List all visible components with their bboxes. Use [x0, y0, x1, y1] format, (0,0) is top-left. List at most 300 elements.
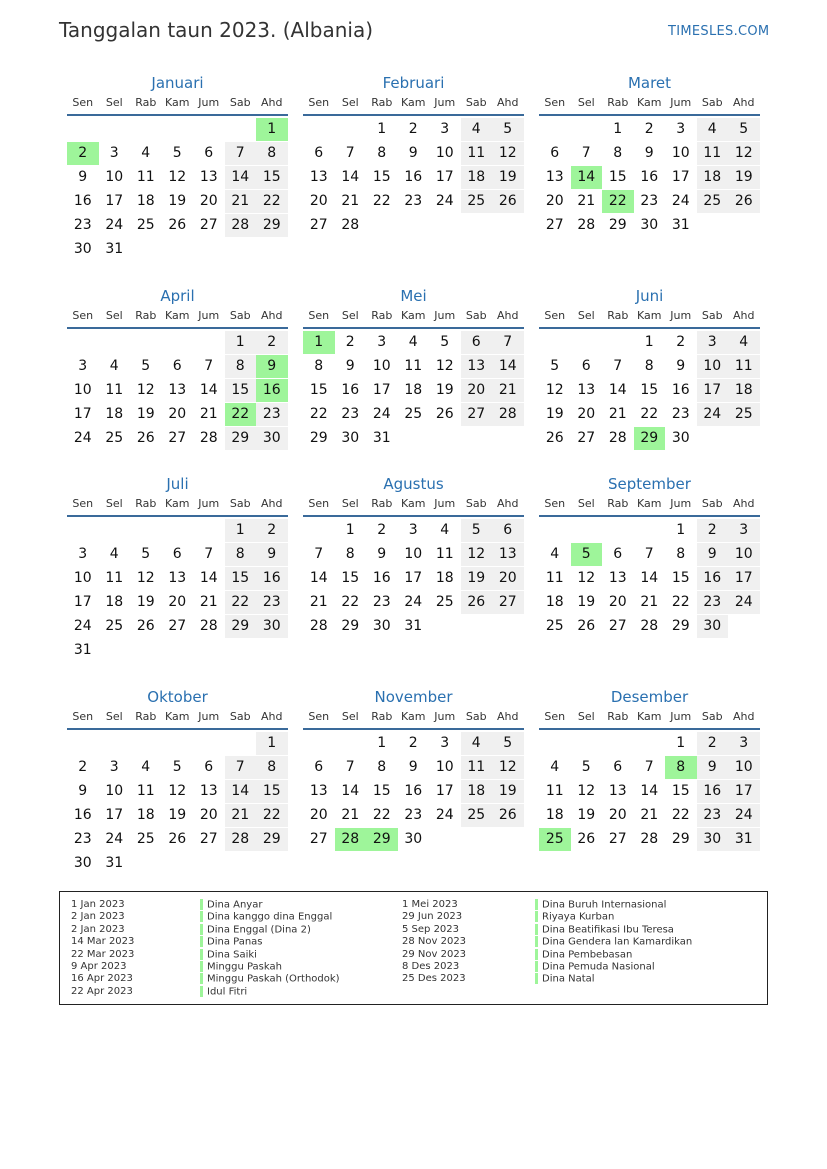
- holiday-marker: [535, 973, 538, 984]
- day-cell: 11: [435, 546, 454, 562]
- day-cell: 2: [697, 519, 729, 542]
- day-cell: 9: [676, 358, 686, 374]
- weekday-label: Rab: [135, 497, 157, 510]
- day-cell: 2: [644, 121, 654, 137]
- day-cell: 10: [671, 145, 690, 161]
- day-cell: 25: [105, 618, 124, 634]
- day-cell: 13: [199, 783, 218, 799]
- legend-entry: [200, 936, 340, 948]
- weekday-label: Sel: [341, 309, 359, 322]
- holiday-marker: [200, 961, 203, 972]
- day-cell: 13: [608, 783, 627, 799]
- site-link[interactable]: TIMESLES.COM: [668, 24, 770, 39]
- day-cell: 26: [577, 831, 596, 847]
- weekday-label: Kam: [637, 710, 662, 723]
- day-cell: 12: [136, 382, 155, 398]
- day-cell: 25: [136, 831, 155, 847]
- day-cell: 30: [341, 430, 360, 446]
- day-cell: 10: [105, 783, 124, 799]
- weekday-label: Sen: [544, 96, 566, 109]
- weekday-label: Sen: [308, 710, 330, 723]
- day-cell: 15: [256, 780, 288, 803]
- day-cell: 11: [728, 355, 760, 378]
- day-cell: 8: [676, 546, 686, 562]
- day-cell: 18: [545, 594, 564, 610]
- day-cell: 17: [73, 406, 92, 422]
- day-cell: 14: [341, 783, 360, 799]
- weekday-label: Jum: [198, 710, 220, 723]
- weekday-header: [67, 497, 288, 513]
- day-cell: 13: [545, 169, 564, 185]
- day-cell: 24: [372, 406, 391, 422]
- day-cell: 6: [314, 759, 324, 775]
- day-cell: 30: [73, 241, 92, 257]
- day-cell: 27: [168, 430, 187, 446]
- day-cell: 9: [697, 543, 729, 566]
- legend-date: 1 Jan 2023: [71, 899, 125, 910]
- day-cell: 16: [671, 382, 690, 398]
- weekday-label: Ahd: [261, 309, 283, 322]
- day-cell: 6: [172, 546, 182, 562]
- weekday-label: Sen: [544, 497, 566, 510]
- legend-date: 1 Mei 2023: [402, 899, 458, 910]
- day-cell: 1: [676, 735, 686, 751]
- weekday-label: Kam: [401, 497, 426, 510]
- day-cell: 17: [372, 382, 391, 398]
- day-cell: 23: [640, 193, 659, 209]
- weekday-label: Ahd: [497, 497, 519, 510]
- weekday-label: Sab: [465, 497, 487, 510]
- day-cell: 5: [581, 759, 591, 775]
- day-cell: 2: [377, 522, 387, 538]
- day-cell: 5: [461, 519, 493, 542]
- day-cell: 5: [728, 118, 760, 141]
- legend-date: 29 Jun 2023: [402, 911, 463, 923]
- day-cell: 11: [105, 382, 124, 398]
- legend-date: 29 Nov 2023: [402, 948, 467, 960]
- header-divider: [539, 515, 760, 517]
- weekday-label: Jum: [670, 96, 692, 109]
- month-mei: [303, 287, 524, 477]
- day-cell: 7: [345, 759, 355, 775]
- month-name: Juli: [166, 475, 189, 493]
- day-cell: 14: [309, 570, 328, 586]
- day-cell: 24: [73, 618, 92, 634]
- day-cell: 15: [640, 382, 659, 398]
- day-cell: 21: [341, 807, 360, 823]
- day-cell: 21: [199, 406, 218, 422]
- day-cell: 11: [461, 756, 493, 779]
- day-cell: 9: [345, 358, 355, 374]
- day-cell: 20: [199, 807, 218, 823]
- day-cell: 13: [309, 169, 328, 185]
- day-cell: 7: [644, 546, 654, 562]
- day-cell: 30: [697, 615, 729, 638]
- holiday-legend: [59, 891, 768, 1005]
- weekday-label: Sel: [577, 96, 595, 109]
- legend-entry: [200, 949, 340, 961]
- day-cell: 24: [105, 831, 124, 847]
- day-cell: 18: [697, 166, 729, 189]
- day-cell: 29: [671, 618, 690, 634]
- weekday-label: Sen: [72, 96, 94, 109]
- legend-entry: [200, 986, 340, 998]
- day-cell: 23: [404, 807, 423, 823]
- weekday-label: Sel: [341, 710, 359, 723]
- day-cell: 25: [105, 430, 124, 446]
- holiday-day-cell: 28: [335, 828, 367, 851]
- day-cell: 30: [697, 828, 729, 851]
- day-cell: 25: [136, 217, 155, 233]
- day-cell: 7: [345, 145, 355, 161]
- day-cell: 31: [372, 430, 391, 446]
- day-cell: 4: [141, 759, 151, 775]
- day-cell: 18: [105, 594, 124, 610]
- header-divider: [67, 114, 288, 116]
- holiday-marker: [200, 911, 203, 922]
- day-cell: 5: [172, 145, 182, 161]
- weekday-label: Ahd: [261, 96, 283, 109]
- day-cell: 4: [109, 358, 119, 374]
- weekday-label: Jum: [198, 309, 220, 322]
- day-cell: 6: [550, 145, 560, 161]
- day-cell: 29: [256, 214, 288, 237]
- day-cell: 14: [341, 169, 360, 185]
- day-cell: 22: [309, 406, 328, 422]
- holiday-marker: [535, 899, 538, 910]
- day-cell: 23: [256, 591, 288, 614]
- legend-holiday-name: Dina kanggo dina Enggal: [207, 911, 333, 923]
- day-cell: 28: [309, 618, 328, 634]
- day-cell: 7: [613, 358, 623, 374]
- day-cell: 6: [314, 145, 324, 161]
- legend-left-dates: [71, 899, 134, 998]
- weekday-header: [539, 497, 760, 513]
- day-cell: 7: [581, 145, 591, 161]
- weekday-label: Rab: [607, 309, 629, 322]
- legend-holiday-name: Dina Saiki: [207, 949, 257, 961]
- weekday-label: Sen: [544, 710, 566, 723]
- day-cell: 23: [341, 406, 360, 422]
- day-cell: 30: [404, 831, 423, 847]
- month-maret: [539, 74, 760, 264]
- day-cell: 7: [225, 142, 257, 165]
- holiday-marker: [200, 973, 203, 984]
- day-cell: 30: [372, 618, 391, 634]
- weekday-label: Ahd: [497, 710, 519, 723]
- weekday-label: Sab: [229, 96, 251, 109]
- holiday-marker: [535, 936, 538, 947]
- day-cell: 5: [492, 732, 524, 755]
- header-divider: [67, 515, 288, 517]
- month-name: Desember: [610, 688, 689, 706]
- day-cell: 4: [550, 759, 560, 775]
- day-cell: 23: [697, 804, 729, 827]
- day-cell: 7: [492, 331, 524, 354]
- day-cell: 30: [73, 855, 92, 871]
- day-cell: 16: [404, 783, 423, 799]
- holiday-day-cell: 2: [67, 142, 99, 165]
- day-cell: 27: [309, 217, 328, 233]
- day-cell: 9: [256, 543, 288, 566]
- day-cell: 24: [435, 193, 454, 209]
- day-cell: 16: [697, 780, 729, 803]
- day-cell: 30: [671, 430, 690, 446]
- day-cell: 18: [461, 780, 493, 803]
- weekday-label: Sen: [72, 309, 94, 322]
- day-cell: 15: [372, 783, 391, 799]
- legend-holiday-name: Idul Fitri: [207, 986, 248, 998]
- day-cell: 21: [199, 594, 218, 610]
- day-cell: 5: [141, 358, 151, 374]
- legend-holiday-name: Dina Pembebasan: [542, 949, 633, 961]
- day-cell: 18: [136, 807, 155, 823]
- day-cell: 5: [440, 334, 450, 350]
- day-cell: 28: [608, 430, 627, 446]
- weekday-label: Jum: [198, 497, 220, 510]
- day-cell: 19: [492, 780, 524, 803]
- weekday-header: [67, 309, 288, 325]
- day-cell: 27: [461, 403, 493, 426]
- day-cell: 28: [492, 403, 524, 426]
- weekday-label: Sel: [341, 96, 359, 109]
- day-cell: 17: [435, 783, 454, 799]
- day-cell: 7: [644, 759, 654, 775]
- day-cell: 24: [671, 193, 690, 209]
- day-cell: 16: [73, 193, 92, 209]
- day-cell: 21: [640, 807, 659, 823]
- legend-holiday-name: Riyaya Kurban: [542, 911, 615, 923]
- header-divider: [303, 728, 524, 730]
- day-cell: 15: [671, 570, 690, 586]
- day-cell: 1: [377, 121, 387, 137]
- legend-date: 16 Apr 2023: [71, 973, 133, 985]
- day-cell: 10: [404, 546, 423, 562]
- weekday-label: Sel: [577, 710, 595, 723]
- day-cell: 1: [225, 331, 257, 354]
- legend-date: 9 Apr 2023: [71, 960, 127, 972]
- day-cell: 3: [440, 121, 450, 137]
- day-cell: 19: [168, 807, 187, 823]
- day-cell: 2: [408, 735, 418, 751]
- day-cell: 11: [545, 783, 564, 799]
- weekday-label: Ahd: [733, 309, 755, 322]
- weekday-label: Sab: [465, 710, 487, 723]
- holiday-day-cell: 16: [256, 379, 288, 402]
- day-cell: 29: [341, 618, 360, 634]
- month-januari: [67, 74, 288, 264]
- day-cell: 30: [256, 427, 288, 450]
- legend-entry: [200, 899, 340, 911]
- day-cell: 17: [404, 570, 423, 586]
- day-cell: 17: [697, 379, 729, 402]
- weekday-header: [539, 96, 760, 112]
- day-cell: 25: [461, 190, 493, 213]
- weekday-label: Jum: [434, 710, 456, 723]
- day-cell: 12: [168, 783, 187, 799]
- day-cell: 17: [728, 780, 760, 803]
- weekday-label: Rab: [607, 497, 629, 510]
- weekday-label: Sab: [229, 497, 251, 510]
- holiday-day-cell: 22: [602, 190, 634, 213]
- weekday-label: Kam: [165, 710, 190, 723]
- weekday-label: Sab: [465, 96, 487, 109]
- weekday-label: Kam: [637, 497, 662, 510]
- legend-right-dates: [402, 899, 466, 986]
- day-cell: 14: [225, 780, 257, 803]
- header-divider: [539, 114, 760, 116]
- weekday-label: Kam: [401, 96, 426, 109]
- legend-entry: [535, 924, 692, 936]
- weekday-label: Ahd: [497, 309, 519, 322]
- legend-holiday-name: Minggu Paskah (Orthodok): [207, 973, 340, 985]
- legend-date: 2 Jan 2023: [71, 923, 125, 935]
- month-name: Juni: [635, 287, 664, 305]
- month-name: November: [374, 688, 453, 706]
- legend-date: 5 Sep 2023: [402, 923, 460, 935]
- day-cell: 24: [697, 403, 729, 426]
- weekday-label: Kam: [637, 96, 662, 109]
- day-cell: 27: [492, 591, 524, 614]
- day-cell: 27: [545, 217, 564, 233]
- weekday-label: Sen: [544, 309, 566, 322]
- weekday-label: Ahd: [261, 497, 283, 510]
- day-cell: 27: [168, 618, 187, 634]
- day-cell: 1: [256, 732, 288, 755]
- day-cell: 6: [461, 331, 493, 354]
- day-cell: 27: [199, 217, 218, 233]
- day-cell: 14: [640, 783, 659, 799]
- weekday-label: Sel: [105, 96, 123, 109]
- holiday-marker: [535, 911, 538, 922]
- day-cell: 15: [671, 783, 690, 799]
- day-cell: 5: [141, 546, 151, 562]
- day-cell: 25: [697, 190, 729, 213]
- day-cell: 1: [225, 519, 257, 542]
- day-cell: 13: [461, 355, 493, 378]
- weekday-label: Jum: [434, 309, 456, 322]
- day-cell: 16: [372, 570, 391, 586]
- day-cell: 25: [728, 403, 760, 426]
- day-cell: 26: [461, 591, 493, 614]
- day-cell: 14: [608, 382, 627, 398]
- day-cell: 9: [377, 546, 387, 562]
- weekday-header: [67, 710, 288, 726]
- day-cell: 10: [728, 543, 760, 566]
- day-cell: 10: [697, 355, 729, 378]
- weekday-label: Sab: [701, 497, 723, 510]
- day-cell: 16: [697, 567, 729, 590]
- day-cell: 11: [545, 570, 564, 586]
- day-cell: 28: [199, 618, 218, 634]
- weekday-label: Jum: [198, 96, 220, 109]
- day-cell: 21: [608, 406, 627, 422]
- holiday-day-cell: 5: [571, 543, 603, 566]
- day-cell: 22: [372, 807, 391, 823]
- day-cell: 4: [550, 546, 560, 562]
- weekday-header: [303, 497, 524, 513]
- weekday-label: Sel: [105, 710, 123, 723]
- day-cell: 27: [309, 831, 328, 847]
- day-cell: 13: [577, 382, 596, 398]
- day-cell: 1: [676, 522, 686, 538]
- weekday-label: Kam: [165, 309, 190, 322]
- month-oktober: [67, 688, 288, 878]
- day-cell: 18: [461, 166, 493, 189]
- holiday-day-cell: 1: [256, 118, 288, 141]
- day-cell: 14: [199, 570, 218, 586]
- day-cell: 3: [676, 121, 686, 137]
- legend-entry: [535, 911, 692, 923]
- day-cell: 11: [697, 142, 729, 165]
- month-name: Agustus: [383, 475, 444, 493]
- day-cell: 26: [577, 618, 596, 634]
- day-cell: 15: [256, 166, 288, 189]
- weekday-label: Rab: [371, 497, 393, 510]
- day-cell: 3: [78, 546, 88, 562]
- day-cell: 24: [105, 217, 124, 233]
- weekday-label: Jum: [670, 710, 692, 723]
- day-cell: 18: [136, 193, 155, 209]
- day-cell: 8: [377, 145, 387, 161]
- weekday-label: Sen: [308, 309, 330, 322]
- day-cell: 25: [461, 804, 493, 827]
- day-cell: 29: [608, 217, 627, 233]
- legend-date: 2 Jan 2023: [71, 911, 125, 923]
- weekday-header: [303, 309, 524, 325]
- month-name: April: [160, 287, 195, 305]
- day-cell: 11: [105, 570, 124, 586]
- day-cell: 4: [461, 118, 493, 141]
- day-cell: 22: [671, 594, 690, 610]
- holiday-day-cell: 22: [225, 403, 257, 426]
- day-cell: 26: [435, 406, 454, 422]
- day-cell: 23: [404, 193, 423, 209]
- day-cell: 24: [728, 591, 760, 614]
- legend-entry: [535, 973, 692, 985]
- day-cell: 10: [105, 169, 124, 185]
- day-cell: 8: [225, 543, 257, 566]
- weekday-label: Sel: [577, 497, 595, 510]
- day-cell: 1: [377, 735, 387, 751]
- header-divider: [303, 515, 524, 517]
- month-februari: [303, 74, 524, 264]
- day-cell: 29: [225, 615, 257, 638]
- day-cell: 13: [168, 382, 187, 398]
- day-cell: 29: [225, 427, 257, 450]
- day-cell: 3: [78, 358, 88, 374]
- day-cell: 8: [314, 358, 324, 374]
- day-cell: 23: [372, 594, 391, 610]
- legend-date: 14 Mar 2023: [71, 936, 135, 948]
- day-cell: 4: [440, 522, 450, 538]
- weekday-label: Jum: [670, 309, 692, 322]
- day-cell: 17: [728, 567, 760, 590]
- day-cell: 28: [199, 430, 218, 446]
- day-cell: 5: [550, 358, 560, 374]
- day-cell: 18: [728, 379, 760, 402]
- month-desember: [539, 688, 760, 878]
- month-name: Februari: [382, 74, 445, 92]
- day-cell: 3: [728, 519, 760, 542]
- day-cell: 3: [440, 735, 450, 751]
- day-cell: 15: [608, 169, 627, 185]
- day-cell: 7: [204, 546, 214, 562]
- day-cell: 29: [671, 831, 690, 847]
- day-cell: 22: [372, 193, 391, 209]
- day-cell: 16: [256, 567, 288, 590]
- month-name: Maret: [627, 74, 672, 92]
